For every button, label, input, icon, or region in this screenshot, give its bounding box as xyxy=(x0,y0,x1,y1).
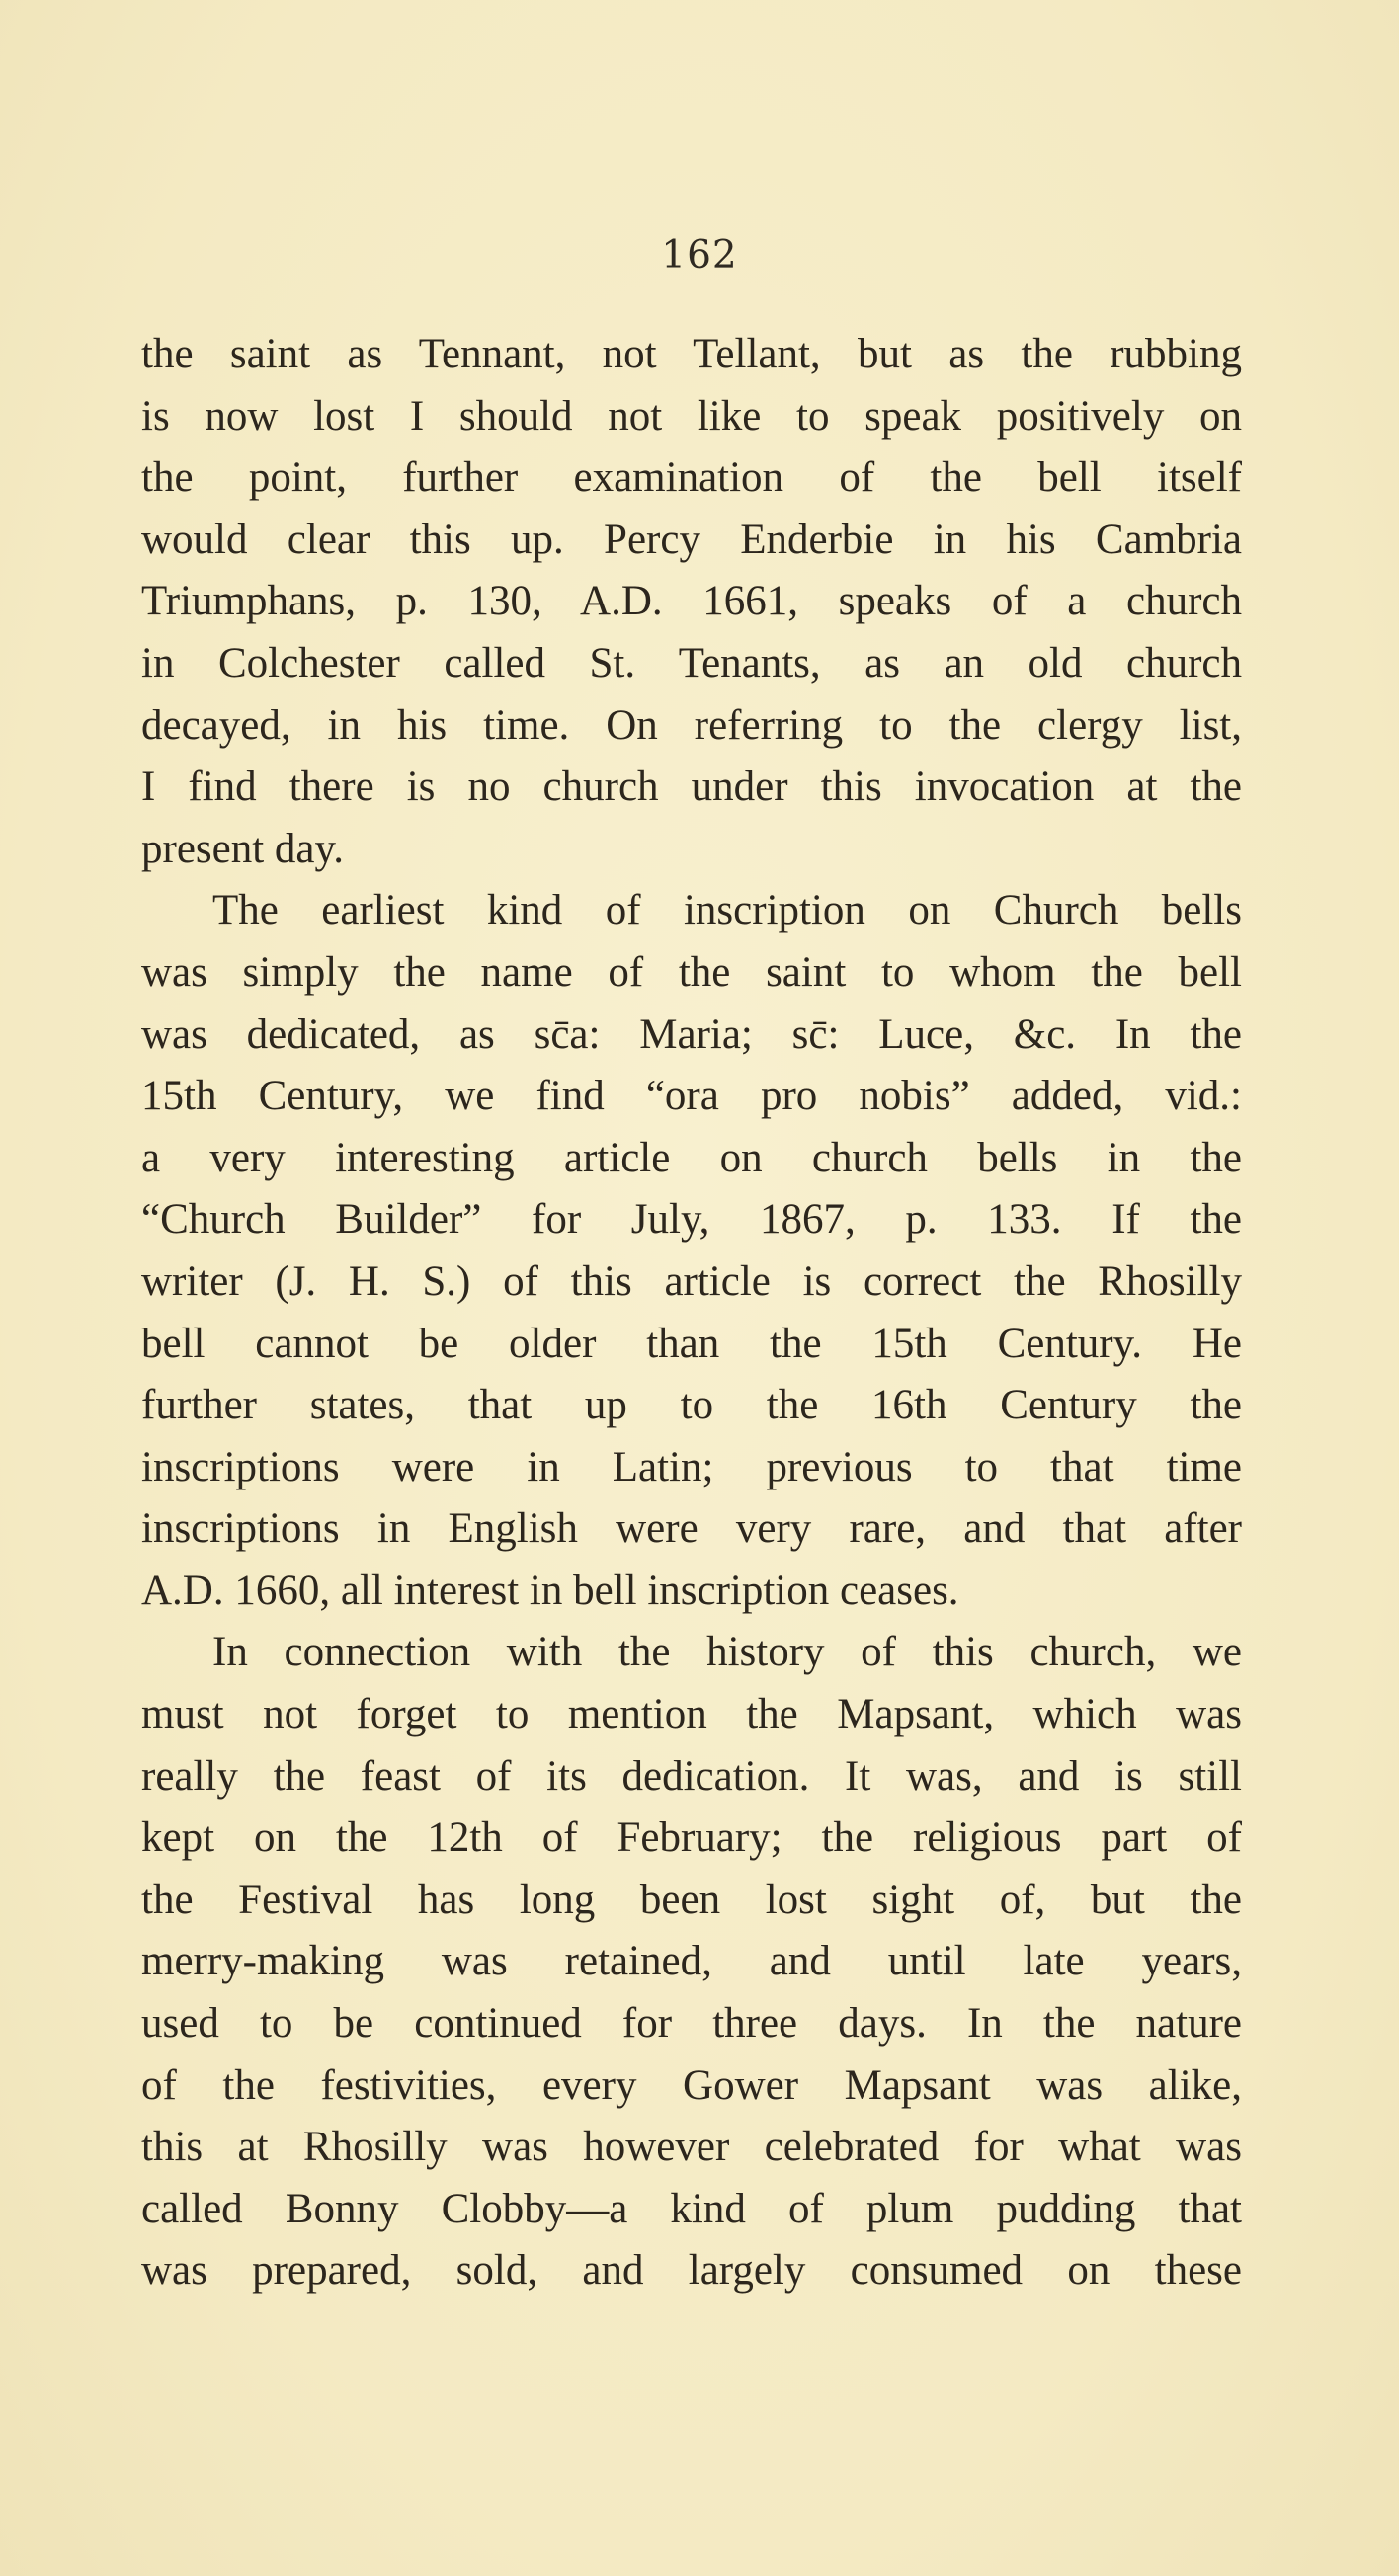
text-line: really the feast of its dedication. It was, and is still xyxy=(141,1752,1242,1800)
text-line: inscriptions in English were very rare, and that after xyxy=(141,1505,1242,1553)
text-line: kept on the 12th of February; the religious part of xyxy=(141,1814,1242,1862)
text-line: must not forget to mention the Mapsant, which was xyxy=(141,1691,1242,1738)
text-line: inscriptions were in Latin; previous to that time xyxy=(141,1443,1242,1490)
text-line: a very interesting article on church bells in the xyxy=(141,1134,1242,1181)
text-line: called Bonny Clobby—a kind of plum pudding that xyxy=(141,2185,1242,2232)
text-line: writer (J. H. S.) of this article is correct the Rhosilly xyxy=(141,1257,1242,1305)
text-line: the point, further examination of the bell itself xyxy=(141,454,1242,502)
text-line: merry-making was retained, and until late years, xyxy=(141,1938,1242,1985)
text-line: decayed, in his time. On referring to the clergy list, xyxy=(141,701,1242,749)
text-line: this at Rhosilly was however celebrated for what was xyxy=(141,2124,1242,2171)
text-line: was simply the name of the saint to whom the bell xyxy=(141,948,1242,996)
text-line: the saint as Tennant, not Tellant, but as the rubbing xyxy=(141,331,1242,377)
text-line: was prepared, sold, and largely consumed on these xyxy=(141,2247,1242,2294)
text-line: “Church Builder” for July, 1867, p. 133. If the xyxy=(141,1196,1242,1244)
text-line: I find there is no church under this invocation at the xyxy=(141,764,1242,811)
text-line: A.D. 1660, all interest in bell inscription ceases. xyxy=(141,1567,959,1614)
text-line: further states, that up to the 16th Century the xyxy=(141,1382,1242,1429)
text-line: the Festival has long been lost sight of, but the xyxy=(141,1876,1242,1923)
text-line: In connection with the history of this church, we xyxy=(212,1629,1242,1676)
text-line: The earliest kind of inscription on Church bells xyxy=(212,887,1242,934)
page-number: 162 xyxy=(661,233,738,278)
body-text xyxy=(141,324,1242,2302)
text-line: bell cannot be older than the 15th Century. He xyxy=(141,1320,1242,1367)
text-line: of the festivities, every Gower Mapsant was alike, xyxy=(141,2061,1242,2109)
text-line: was dedicated, as sc̄a: Maria; sc̄: Luce, &c. In the xyxy=(141,1010,1242,1058)
text-line: in Colchester called St. Tenants, as an old church xyxy=(141,639,1242,686)
text-line: Triumphans, p. 130, A.D. 1661, speaks of a church xyxy=(141,578,1242,625)
text-line: would clear this up. Percy Enderbie in his Cambria xyxy=(141,516,1242,563)
text-line: present day. xyxy=(141,825,344,872)
text-line: 15th Century, we find “ora pro nobis” added, vid.: xyxy=(141,1073,1242,1120)
text-line: used to be continued for three days. In the nature xyxy=(141,2000,1242,2048)
text-line: is now lost I should not like to speak positively on xyxy=(141,392,1242,440)
